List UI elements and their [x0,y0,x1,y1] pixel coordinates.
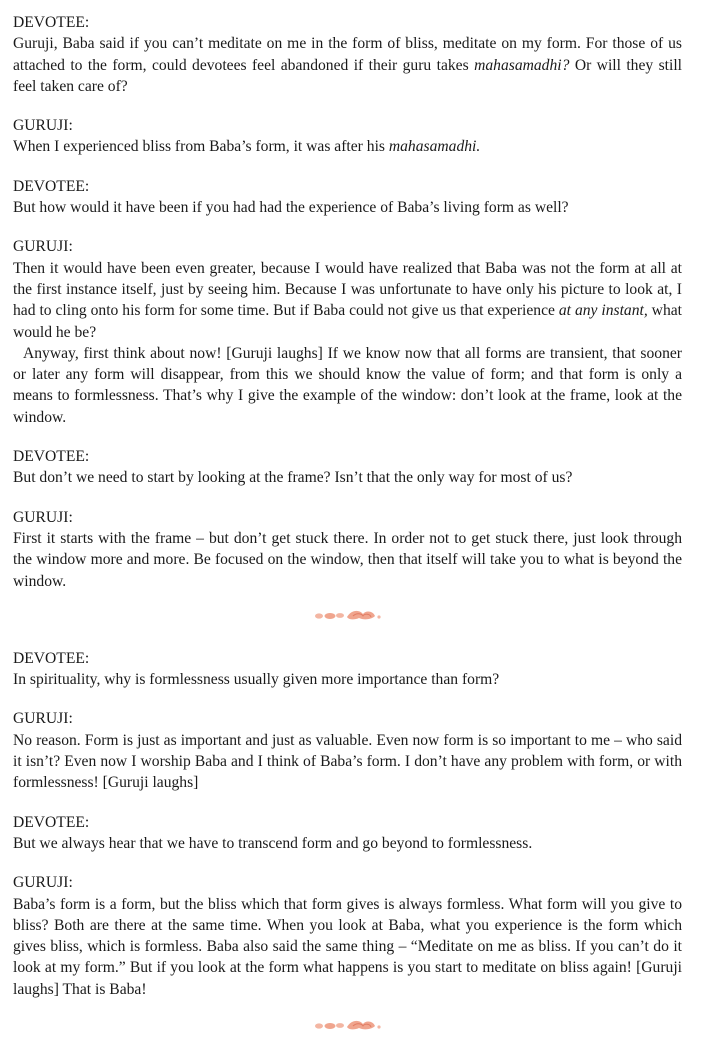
text-run: Or will they still feel taken care of? [13,56,683,95]
speaker-label: DEVOTEE: [13,813,90,831]
text-run: Anyway, first think about now! [Guruji laughs] If we know now that all forms are transient, that sooner or later any form will disappear, from this we should know the value of form; and that form is only a means to formlessness. That’s why I give the example of the window: don’t look at the frame, look at the window. [13,344,682,426]
dialogue-paragraph [13,894,682,1000]
text-run: In spirituality, why is formlessness usually given more importance than form? [13,671,500,689]
dialogue-block [13,812,682,855]
text-run: No reason. Form is just as important and just as valuable. Even now form is so important to me – who said it isn’t? Even now I worship Baba and I think of Baba’s form. I don’t have any problem with form, or with formlessness! [Guruji laughs] [13,731,682,792]
dialogue-paragraph [13,528,682,592]
dialogue-paragraph [13,833,682,854]
lotus-flourish-icon [313,1018,383,1032]
text-run: Baba’s form is a form, but the bliss which that form gives is always formless. What form will you give to bliss? Both are there at the same time. When you look at Baba, what you experience is the form which gives bliss, which is formless. Baba also said the same thing – “Meditate on me as bliss. If you can’t do it look at my form.” But if you look at the form what happens is you start to meditate on bliss again! [Guruji laughs] That is Baba! [13,895,682,998]
dialogue-paragraph [13,136,682,157]
speaker-label: DEVOTEE: [13,177,90,195]
dialogue-paragraph [13,669,682,690]
dialogue-paragraph [13,197,682,218]
text-run: Then it would have been even greater, because I would have realized that Baba was not the form at all at the first instance itself, just by seeing him. Because I was unfortunate to have only his picture to look at, I had to cling onto his form for some time. But if Baba could not give us that experience [13,259,682,320]
text-run: But how would it have been if you had had the experience of Baba’s living form as well? [13,199,569,217]
italic-term: mahasamadhi. [388,138,481,156]
text-run: First it starts with the frame – but don’t get stuck there. In order not to get stuck there, just look through the window more and more. Be focused on the window, then that itself will take you to what is beyond the window. [13,529,682,590]
dialogue-paragraph [13,343,682,428]
dialogue-paragraph [13,258,682,343]
text-run: When I experienced bliss from Baba’s form, it was after his [13,138,389,156]
dialogue-block [13,507,682,592]
dialogue-block [13,708,682,793]
speaker-label: DEVOTEE: [13,14,90,31]
italic-term: mahasamadhi? [474,56,570,74]
speaker-label: GURUJI: [13,874,73,892]
dialogue-block [13,236,682,428]
dialogue-block [13,446,682,489]
speaker-label: GURUJI: [13,710,73,728]
dialogue-block [13,872,682,1000]
lotus-flourish-icon [313,608,383,622]
text-run: what would he be? [13,302,682,341]
italic-term: at any instant, [558,302,648,320]
dialogue-block [13,12,682,97]
speaker-label: DEVOTEE: [13,448,90,466]
document-body [13,12,682,1032]
text-run: But we always hear that we have to transcend form and go beyond to formlessness. [13,834,533,852]
dialogue-block [13,176,682,219]
text-run: But don’t we need to start by looking at the frame? Isn’t that the only way for most of us? [13,469,573,487]
dialogue-paragraph [13,33,682,97]
speaker-label: GURUJI: [13,117,73,135]
speaker-label: GURUJI: [13,238,73,256]
dialogue-block [13,115,682,158]
dialogue-block [13,648,682,691]
dialogue-paragraph [13,467,682,488]
text-run: Guruji, Baba said if you can’t meditate on me in the form of bliss, meditate on my form. For those of us attached to the form, could devotees feel abandoned if their guru takes [13,35,682,74]
dialogue-paragraph [13,730,682,794]
speaker-label: GURUJI: [13,508,73,526]
speaker-label: DEVOTEE: [13,649,90,667]
